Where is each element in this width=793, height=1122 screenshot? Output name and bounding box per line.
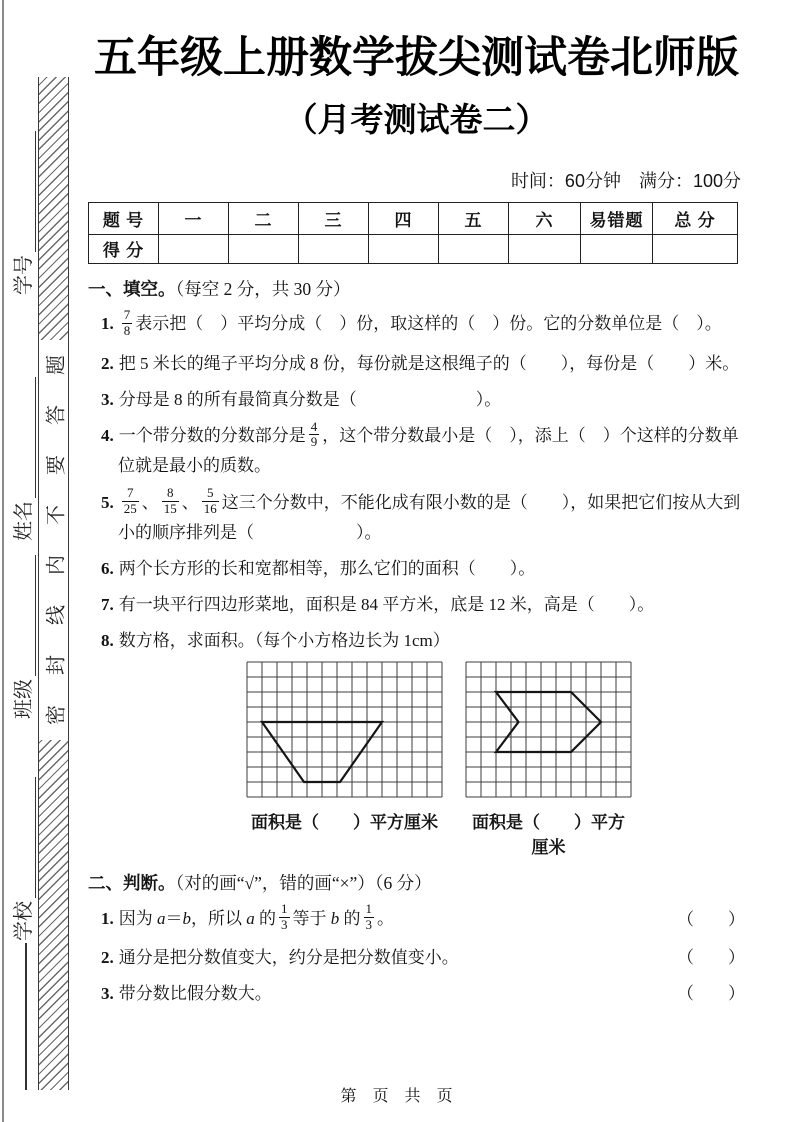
student-id-blank xyxy=(18,131,36,252)
section-title: 判断。 xyxy=(123,873,176,894)
student-id-label: 学号 xyxy=(13,255,35,295)
fraction: $\frac{7}{8}$ xyxy=(123,306,131,338)
question-text: 有一块平行四边形菜地，面积是 84 平方米，底是 12 米，高是（ ）。 xyxy=(118,595,655,615)
score-row-label: 得 分 xyxy=(89,234,159,263)
question-number: 7. xyxy=(101,595,114,615)
question-text: $\frac{7}{8}$ 表示把（ ）平均分成（ ）份，取这样的（ ）份。它的分数单位是（ ）。 xyxy=(123,306,722,338)
section-note: （每空 2 分，共 30 分） xyxy=(175,278,351,299)
score-cell-empty xyxy=(229,234,299,263)
grid-figures-row xyxy=(246,661,745,798)
judge-question-3 xyxy=(88,980,745,1007)
fraction: $\frac{1}{3}$ xyxy=(365,901,372,933)
page-footer: 第 页 共 页 xyxy=(340,1088,453,1105)
school-blank xyxy=(18,777,36,898)
question-number: 4. xyxy=(101,425,114,445)
seal-char: 答 xyxy=(45,405,67,425)
question-body: 带分数比假分数大。 xyxy=(118,984,272,1004)
fraction: $\frac{4}{9}$ xyxy=(310,418,318,450)
fill-question-7 xyxy=(88,591,745,618)
question-number: 6. xyxy=(101,559,114,579)
fraction: $\frac{5}{16}$ xyxy=(203,485,217,517)
main-content xyxy=(88,0,745,1007)
counting-grid-right xyxy=(465,661,632,798)
seal-char: 内 xyxy=(45,555,67,575)
fill-question-2 xyxy=(88,350,745,377)
seal-char: 要 xyxy=(45,455,67,475)
question-number: 5. xyxy=(101,492,114,512)
judge-question-1 xyxy=(88,901,745,935)
section-number: 一、 xyxy=(88,278,123,299)
fraction: $\frac{1}{3}$ xyxy=(281,901,288,933)
question-text xyxy=(101,944,677,971)
question-text: 一个带分数的分数部分是 $\frac{4}{9}$ ，这个带分数最小是（ ），添上（ ）个这样的分数单位就是最小的质数。 xyxy=(118,418,739,476)
counting-grid-left xyxy=(246,661,443,798)
judge-question-2 xyxy=(88,944,745,971)
section-number: 二、 xyxy=(88,873,123,894)
score-table-header-cell: 四 xyxy=(369,202,439,234)
student-id-field xyxy=(10,131,36,295)
question-body: 因为 a＝b，所以 a 的 $\frac{1}{3}$ 等于 b 的 $\frac{1}{3}$ 。 xyxy=(118,901,394,933)
grid-caption-left: 面积是（ ）平方厘米 xyxy=(251,813,438,833)
fill-question-3 xyxy=(88,386,745,413)
score-table-header-cell: 易错题 xyxy=(581,202,653,234)
question-number: 2. xyxy=(101,353,114,373)
fill-question-1 xyxy=(88,306,745,341)
class-field xyxy=(10,555,36,719)
seal-char: 不 xyxy=(45,505,67,525)
score-table-header-cell: 六 xyxy=(509,202,581,234)
section-note: （对的画“√”，错的画“×”）（6 分） xyxy=(175,873,432,894)
score-cell-empty xyxy=(159,234,229,263)
score-cell-empty xyxy=(439,234,509,263)
page-edge-line xyxy=(2,0,4,1122)
question-number: 3. xyxy=(101,389,114,409)
fill-question-5 xyxy=(88,485,745,546)
grid-caption-right: 面积是（ ）平方厘米 xyxy=(472,813,625,858)
name-blank xyxy=(18,377,36,498)
score-cell-empty xyxy=(299,234,369,263)
answer-blank: （ ） xyxy=(677,984,745,1004)
score-table-header-cell: 总 分 xyxy=(653,202,738,234)
seal-char: 题 xyxy=(45,355,67,375)
question-text: 把 5 米长的绳子平均分成 8 份，每份就是这根绳子的（ ），每份是（ ）米。 xyxy=(118,353,740,373)
score-table-header-cell: 五 xyxy=(439,202,509,234)
question-text: 两个长方形的长和宽都相等，那么它们的面积（ ）。 xyxy=(118,559,536,579)
question-number: 2. xyxy=(101,948,114,968)
seal-char: 线 xyxy=(45,605,67,625)
section-fill-heading xyxy=(88,277,745,301)
question-text xyxy=(101,980,677,1007)
score-cell-empty xyxy=(653,234,738,263)
fill-question-4 xyxy=(88,418,745,480)
answer-blank: （ ） xyxy=(677,910,745,930)
score-table-header-cell: 二 xyxy=(229,202,299,234)
question-text: 数方格，求面积。（每个小方格边长为 1cm） xyxy=(118,631,450,651)
seal-char: 封 xyxy=(45,655,67,675)
question-text: $\frac{7}{25}$ 、 $\frac{8}{15}$ 、 $\frac{5}{16}$ 这三个分数中，不能化成有限小数的是（ ），如果把它们按从大到小的顺序排列是（ ）。 xyxy=(118,485,741,543)
section-judge-heading xyxy=(88,871,745,895)
question-text: 分母是 8 的所有最简真分数是（ ）。 xyxy=(118,389,502,409)
margin-rule-line xyxy=(25,943,27,1090)
name-label: 姓名 xyxy=(13,501,35,541)
question-body: 通分是把分数值变大，约分是把分数值变小。 xyxy=(118,948,459,968)
score-table-header-row xyxy=(89,202,738,234)
school-label: 学校 xyxy=(13,901,35,941)
answer-blank: （ ） xyxy=(677,948,745,968)
score-cell-empty xyxy=(369,234,439,263)
score-table-header-cell: 三 xyxy=(299,202,369,234)
seal-band xyxy=(38,77,69,1090)
seal-hatch-bottom xyxy=(39,740,68,1090)
question-number: 1. xyxy=(101,908,114,928)
fraction: $\frac{8}{15}$ xyxy=(163,485,177,517)
class-label: 班级 xyxy=(13,679,35,719)
score-table-header-cell: 题 号 xyxy=(89,202,159,234)
score-cell-empty xyxy=(581,234,653,263)
fill-question-6 xyxy=(88,555,745,582)
fill-question-8 xyxy=(88,627,745,654)
exam-meta: 时间：60分钟 满分：100分 xyxy=(510,170,741,191)
school-field xyxy=(10,777,36,941)
score-cell-empty xyxy=(509,234,581,263)
seal-char: 密 xyxy=(45,705,67,725)
grid-captions-row xyxy=(246,808,745,858)
question-number: 8. xyxy=(101,631,114,651)
page-subtitle: （月考测试卷二） xyxy=(284,100,549,138)
question-number: 3. xyxy=(101,984,114,1004)
seal-hatch-top xyxy=(39,77,68,340)
question-number: 1. xyxy=(101,313,114,333)
question-text xyxy=(101,901,677,935)
score-table-header-cell: 一 xyxy=(159,202,229,234)
fraction: $\frac{7}{25}$ xyxy=(123,485,137,517)
section-title: 填空。 xyxy=(123,278,176,299)
score-table xyxy=(88,202,738,264)
score-table-score-row xyxy=(89,234,738,263)
page-title: 五年级上册数学拔尖测试卷北师版 xyxy=(94,34,739,82)
